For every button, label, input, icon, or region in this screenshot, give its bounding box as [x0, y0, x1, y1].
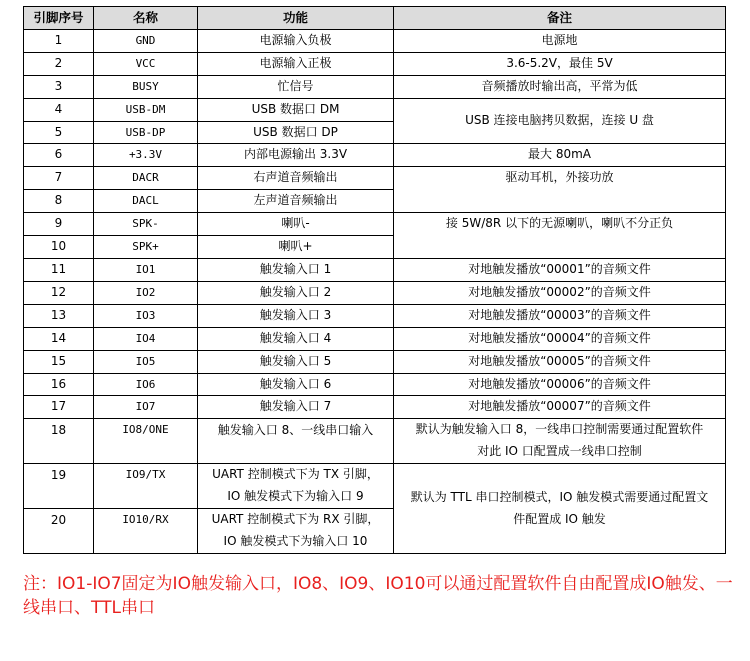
pin-function-line: IO 触发模式下为输入口 9	[227, 489, 364, 504]
pin-function: USB 数据口 DM	[198, 98, 394, 121]
pin-no: 16	[24, 373, 94, 396]
pin-name: IO6	[94, 373, 198, 396]
pin-no: 3	[24, 75, 94, 98]
pin-function: 触发输入口 3	[198, 304, 394, 327]
pin-remark-line: 默认为 TTL 串口控制模式，IO 触发模式需要通过配置文	[410, 489, 709, 504]
pin-no: 6	[24, 144, 94, 167]
pin-name: USB-DM	[94, 98, 198, 121]
pin-no: 15	[24, 350, 94, 373]
pin-no: 19	[24, 464, 94, 509]
pin-remark: 电源地	[394, 29, 726, 52]
table-row	[24, 304, 726, 327]
pin-no: 7	[24, 167, 94, 190]
header-function: 功能	[198, 7, 394, 30]
pin-function-line: IO 触发模式下为输入口 10	[223, 534, 368, 549]
pin-function: 触发输入口 1	[198, 258, 394, 281]
pin-remark: USB 连接电脑拷贝数据，连接 U 盘	[394, 98, 726, 144]
pin-function: 喇叭-	[198, 213, 394, 236]
table-row	[24, 350, 726, 373]
pin-name: BUSY	[94, 75, 198, 98]
table-row	[24, 144, 726, 167]
header-pin-no: 引脚序号	[24, 7, 94, 30]
pin-function: 触发输入口 2	[198, 281, 394, 304]
pin-remark: 对地触发播放“00002”的音频文件	[394, 281, 726, 304]
pin-remark: 对地触发播放“00007”的音频文件	[394, 396, 726, 419]
pin-function: 电源输入负极	[198, 29, 394, 52]
pin-remark-line: 件配置成 IO 触发	[513, 511, 606, 526]
pin-table	[23, 6, 726, 554]
pin-name: IO9/TX	[94, 464, 198, 509]
table-row	[24, 29, 726, 52]
pin-name: DACR	[94, 167, 198, 190]
pin-name: IO7	[94, 396, 198, 419]
pin-name: IO3	[94, 304, 198, 327]
pin-name: +3.3V	[94, 144, 198, 167]
pin-name: IO1	[94, 258, 198, 281]
pin-function: USB 数据口 DP	[198, 121, 394, 144]
pin-function: 忙信号	[198, 75, 394, 98]
pin-function: 电源输入正极	[198, 52, 394, 75]
table-row	[24, 98, 726, 121]
pin-no: 17	[24, 396, 94, 419]
pin-name: SPK-	[94, 213, 198, 236]
pin-remark: 接 5W/8R 以下的无源喇叭，喇叭不分正负	[394, 213, 726, 259]
header-remark: 备注	[394, 7, 726, 30]
pin-no: 5	[24, 121, 94, 144]
table-header-row	[24, 7, 726, 30]
pin-name: DACL	[94, 190, 198, 213]
pin-function	[198, 464, 394, 509]
table-row	[24, 373, 726, 396]
pin-function: 触发输入口 5	[198, 350, 394, 373]
pin-no: 14	[24, 327, 94, 350]
header-name: 名称	[94, 7, 198, 30]
table-row	[24, 213, 726, 236]
pin-function: 左声道音频输出	[198, 190, 394, 213]
pin-remark: 最大 80mA	[394, 144, 726, 167]
footnote: 注：IO1-IO7固定为IO触发输入口，IO8、IO9、IO10可以通过配置软件自由配置成IO触发、一线串口、TTL串口	[23, 574, 733, 618]
pin-function: 内部电源输出 3.3V	[198, 144, 394, 167]
pin-function: 触发输入口 6	[198, 373, 394, 396]
pin-name: VCC	[94, 52, 198, 75]
table-row	[24, 419, 726, 464]
pin-function: 触发输入口 4	[198, 327, 394, 350]
table-row	[24, 327, 726, 350]
pin-remark: 驱动耳机，外接功放	[394, 167, 726, 213]
pin-no: 1	[24, 29, 94, 52]
table-row	[24, 52, 726, 75]
pin-remark: 对地触发播放“00004”的音频文件	[394, 327, 726, 350]
pin-remark: 音频播放时输出高，平常为低	[394, 75, 726, 98]
pin-remark: 3.6-5.2V，最佳 5V	[394, 52, 726, 75]
pin-no: 8	[24, 190, 94, 213]
table-row	[24, 167, 726, 190]
pin-function: 触发输入口 8、一线串口输入	[198, 419, 394, 464]
pin-function: 喇叭+	[198, 236, 394, 259]
pin-remark: 对地触发播放“00001”的音频文件	[394, 258, 726, 281]
table-row	[24, 75, 726, 98]
pin-remark: 对地触发播放“00005”的音频文件	[394, 350, 726, 373]
pin-name: SPK+	[94, 236, 198, 259]
pin-name: IO8/ONE	[94, 419, 198, 464]
pin-remark	[394, 464, 726, 554]
table-row	[24, 281, 726, 304]
pin-remark-line: 对此 IO 口配置成一线串口控制	[477, 444, 642, 459]
pin-function-line: UART 控制模式下为 TX 引脚，	[212, 467, 379, 482]
pin-name: IO10/RX	[94, 509, 198, 554]
pin-no: 13	[24, 304, 94, 327]
pin-remark	[394, 419, 726, 464]
pin-name: IO4	[94, 327, 198, 350]
pin-no: 11	[24, 258, 94, 281]
pin-remark: 对地触发播放“00006”的音频文件	[394, 373, 726, 396]
pin-no: 12	[24, 281, 94, 304]
pin-no: 18	[24, 419, 94, 464]
pin-no: 4	[24, 98, 94, 121]
pin-no: 20	[24, 509, 94, 554]
pin-remark-line: 默认为触发输入口 8，一线串口控制需要通过配置软件	[415, 422, 704, 437]
pin-function: 触发输入口 7	[198, 396, 394, 419]
pin-function	[198, 509, 394, 554]
pin-function: 右声道音频输出	[198, 167, 394, 190]
pin-no: 2	[24, 52, 94, 75]
pin-remark: 对地触发播放“00003”的音频文件	[394, 304, 726, 327]
pin-function-line: UART 控制模式下为 RX 引脚，	[211, 512, 380, 527]
table-row	[24, 396, 726, 419]
pin-no: 10	[24, 236, 94, 259]
table-row	[24, 258, 726, 281]
pin-name: USB-DP	[94, 121, 198, 144]
pin-name: IO2	[94, 281, 198, 304]
table-row	[24, 464, 726, 509]
pin-name: GND	[94, 29, 198, 52]
pin-no: 9	[24, 213, 94, 236]
pin-name: IO5	[94, 350, 198, 373]
